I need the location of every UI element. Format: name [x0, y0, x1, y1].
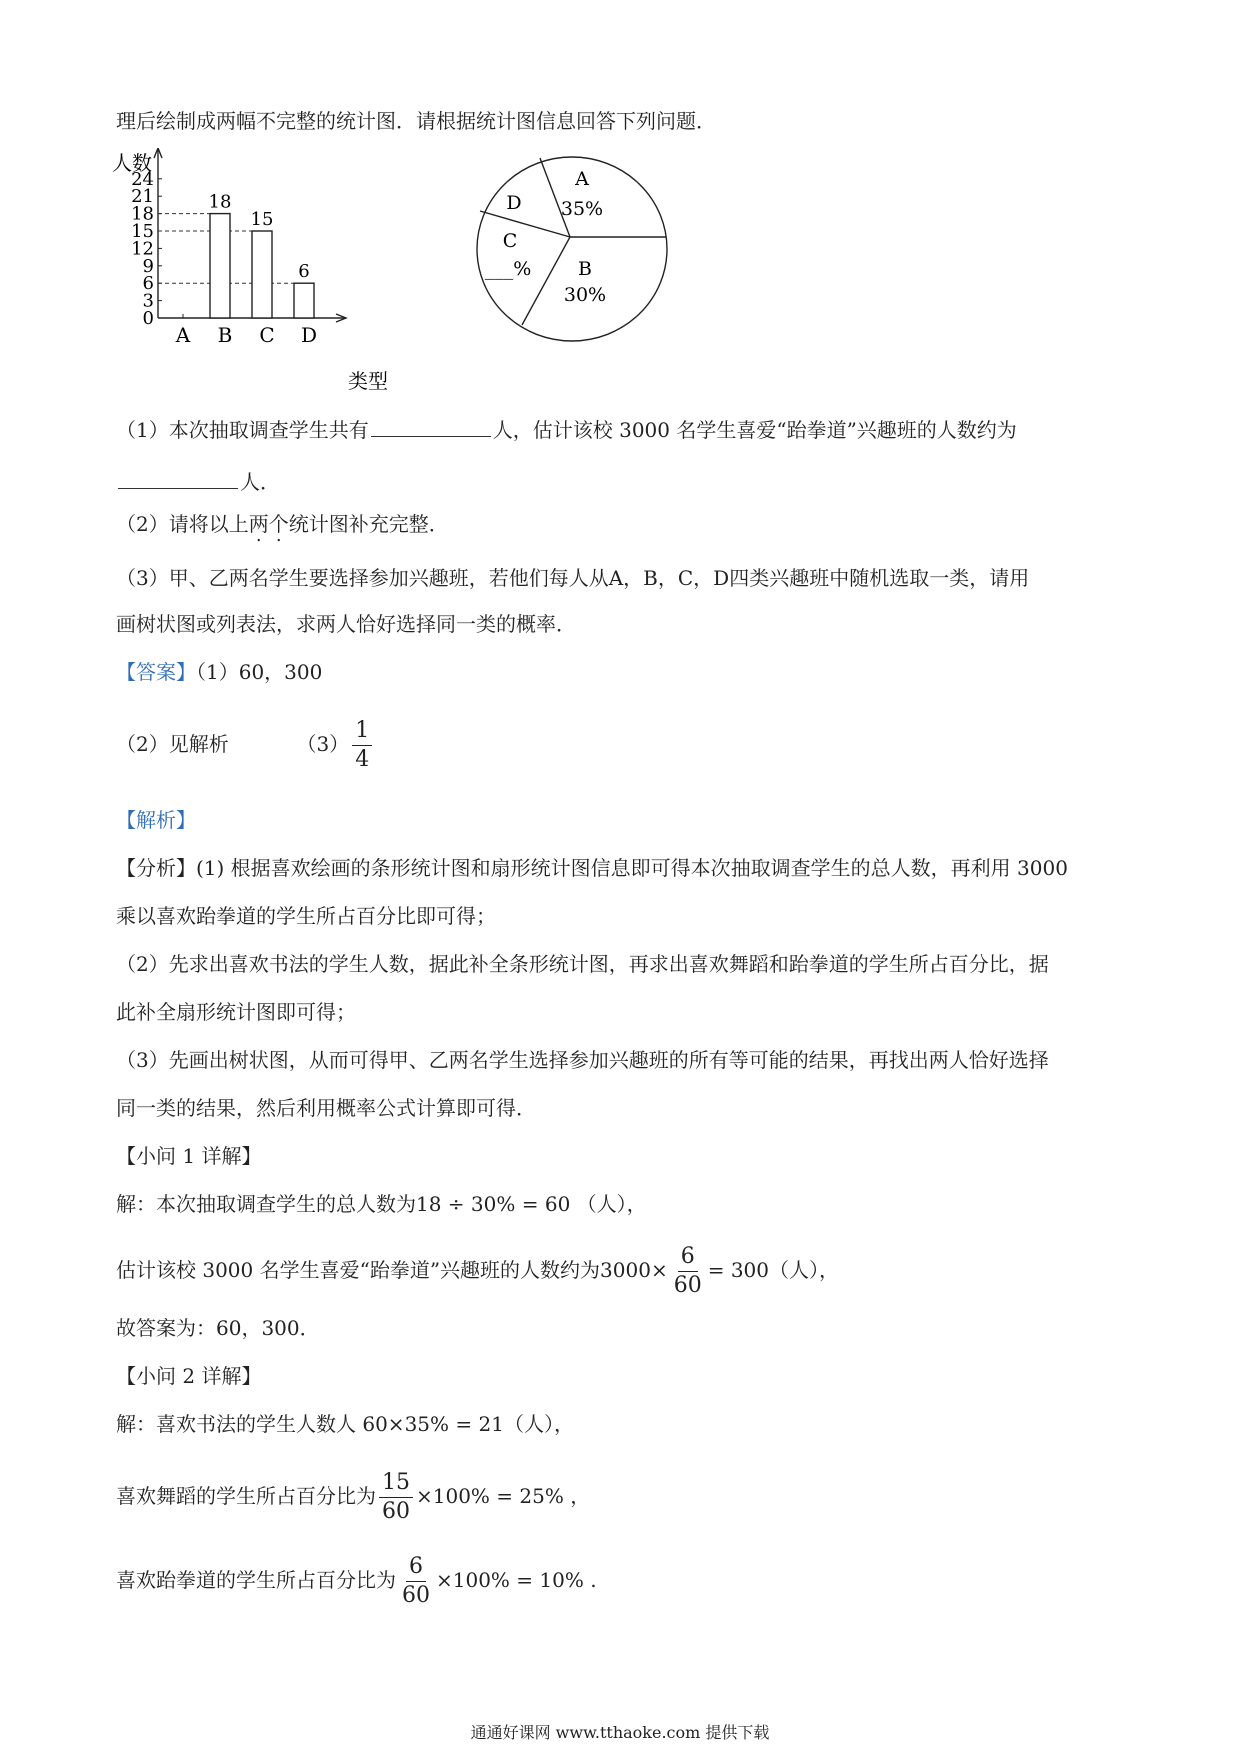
fraction-numerator: 1	[352, 720, 372, 746]
answer-tag: 【答案】	[116, 660, 196, 684]
question-1	[116, 416, 1017, 444]
y-tick-label: 12	[131, 238, 154, 260]
y-tick-label: 24	[131, 168, 154, 190]
answer-line-2	[116, 720, 375, 771]
pie-chart	[460, 153, 680, 373]
x-tick-label: C	[259, 323, 275, 347]
fraction-denominator: 60	[673, 1273, 702, 1298]
bar-value-label: 18	[208, 191, 232, 213]
q1-text-b: 人，估计该校 3000 名学生喜爱“跆拳道”兴趣班的人数约为	[492, 418, 1017, 442]
detail-2-title: 【小问 2 详解】	[116, 1364, 262, 1388]
pie-slice-value-B: 30%	[563, 284, 607, 306]
q1-blank-1[interactable]	[371, 416, 491, 437]
fraction-denominator: 60	[402, 1583, 430, 1608]
q2-emphasis-2: 个	[268, 512, 289, 536]
analysis-p2b: 此补全扇形统计图即可得；	[116, 1000, 356, 1024]
q2-emphasis-1: 两	[248, 512, 269, 536]
question-3-line-1: （3）甲、乙两名学生要选择参加兴趣班，若他们每人从A，B，C，D四类兴趣班中随机选取一类，请用	[116, 566, 1030, 590]
question-2	[116, 510, 449, 538]
pie-slice-label-B: B	[578, 258, 592, 280]
fraction-denominator: 4	[355, 747, 370, 772]
pie-slice-label-C: C	[502, 230, 518, 252]
y-axis-label: 人数	[112, 151, 152, 175]
detail-1-line-3: 故答案为：60，300．	[116, 1316, 320, 1340]
fraction-numerator: 6	[678, 1246, 698, 1272]
detail-1-line-1: 解：本次抽取调查学生的总人数为18 ÷ 30% = 60 （人），	[116, 1192, 647, 1216]
detail-1-title: 【小问 1 详解】	[116, 1144, 262, 1168]
y-tick-label: 18	[131, 203, 154, 225]
question-3-line-2: 画树状图或列表法，求两人恰好选择同一类的概率．	[116, 612, 576, 636]
y-tick-label: 15	[131, 221, 154, 242]
detail-2-l2-a: 喜欢舞蹈的学生所占百分比为	[116, 1484, 376, 1508]
fraction-numerator: 15	[379, 1472, 413, 1498]
detail-2-fraction-1	[379, 1472, 413, 1523]
bar-chart	[110, 148, 410, 398]
detail-1-fraction	[671, 1246, 705, 1297]
q2-text-b: 统计图补充完整．	[288, 512, 449, 536]
answer-2: （2）见解析	[116, 732, 229, 756]
footer-watermark: 通通好课网 www.tthaoke.com 提供下载	[470, 1723, 770, 1742]
detail-2-l3-b: ×100% = 10% .	[436, 1568, 597, 1592]
analysis-p2: （2）先求出喜欢书法的学生人数，据此补全条形统计图，再求出喜欢舞蹈和跆拳道的学生所占百分比，据	[116, 952, 1049, 976]
x-tick-label: B	[217, 323, 233, 347]
q2-text-a: （2）请将以上	[116, 512, 249, 536]
analysis-p1b: 乘以喜欢跆拳道的学生所占百分比即可得；	[116, 904, 496, 928]
analysis-tag: 【解析】	[116, 808, 196, 832]
x-tick-label: D	[300, 323, 318, 347]
pie-slice-label-D: D	[506, 192, 522, 214]
y-tick-label: 0	[142, 308, 154, 329]
y-tick-label: 21	[131, 186, 154, 208]
detail-2-l3-a: 喜欢跆拳道的学生所占百分比为	[116, 1568, 396, 1592]
answer-line-1	[116, 658, 322, 686]
question-1-cont	[116, 468, 280, 496]
fraction-numerator: 6	[406, 1556, 426, 1582]
x-axis-label: 类型	[348, 369, 388, 393]
answer-1: （1）60，300	[196, 660, 323, 684]
pie-slice-label-A: A	[575, 168, 589, 190]
detail-1-l2-a: 估计该校 3000 名学生喜爱“跆拳道”兴趣班的人数约为3000×	[116, 1258, 668, 1282]
detail-2-line-3	[116, 1550, 597, 1610]
answer-3: （3）	[296, 732, 350, 756]
bar-value-label: 15	[250, 209, 274, 230]
q1-blank-2[interactable]	[118, 468, 238, 489]
detail-2-line-1: 解：喜欢书法的学生人数人 60×35% = 21（人），	[116, 1412, 574, 1436]
bar-value-label: 6	[298, 261, 310, 283]
fraction-denominator: 60	[382, 1499, 410, 1524]
pie-slice-value-A: 35%	[560, 198, 604, 220]
analysis-p3: （3）先画出树状图，从而可得甲、乙两名学生选择参加兴趣班的所有等可能的结果，再找出两人恰好选择	[116, 1048, 1049, 1072]
y-tick-label: 9	[142, 255, 154, 277]
x-tick-label: A	[175, 323, 191, 347]
analysis-p3b: 同一类的结果，然后利用概率公式计算即可得．	[116, 1096, 536, 1120]
detail-2-l2-b: ×100% = 25% ，	[416, 1484, 591, 1508]
answer-3-fraction	[352, 720, 372, 771]
pie-slice-value-C: ___%	[484, 258, 532, 280]
analysis-p1: 【分析】(1) 根据喜欢绘画的条形统计图和扇形统计图信息即可得本次抽取调查学生的总人数，再利用 3000	[116, 856, 1068, 880]
detail-2-fraction-2	[399, 1556, 433, 1607]
bar-C	[252, 231, 272, 318]
y-tick-label: 3	[142, 290, 154, 312]
bar-B	[210, 214, 230, 318]
y-tick-label: 6	[142, 273, 154, 295]
detail-1-l2-b: = 300（人），	[707, 1258, 840, 1282]
intro-text: 理后绘制成两幅不完整的统计图．请根据统计图信息回答下列问题．	[116, 109, 716, 133]
q1-text-c: 人．	[240, 470, 280, 494]
detail-1-line-2	[116, 1240, 839, 1300]
q1-text-a: （1）本次抽取调查学生共有	[116, 418, 369, 442]
bar-D	[294, 283, 314, 318]
detail-2-line-2	[116, 1466, 590, 1526]
